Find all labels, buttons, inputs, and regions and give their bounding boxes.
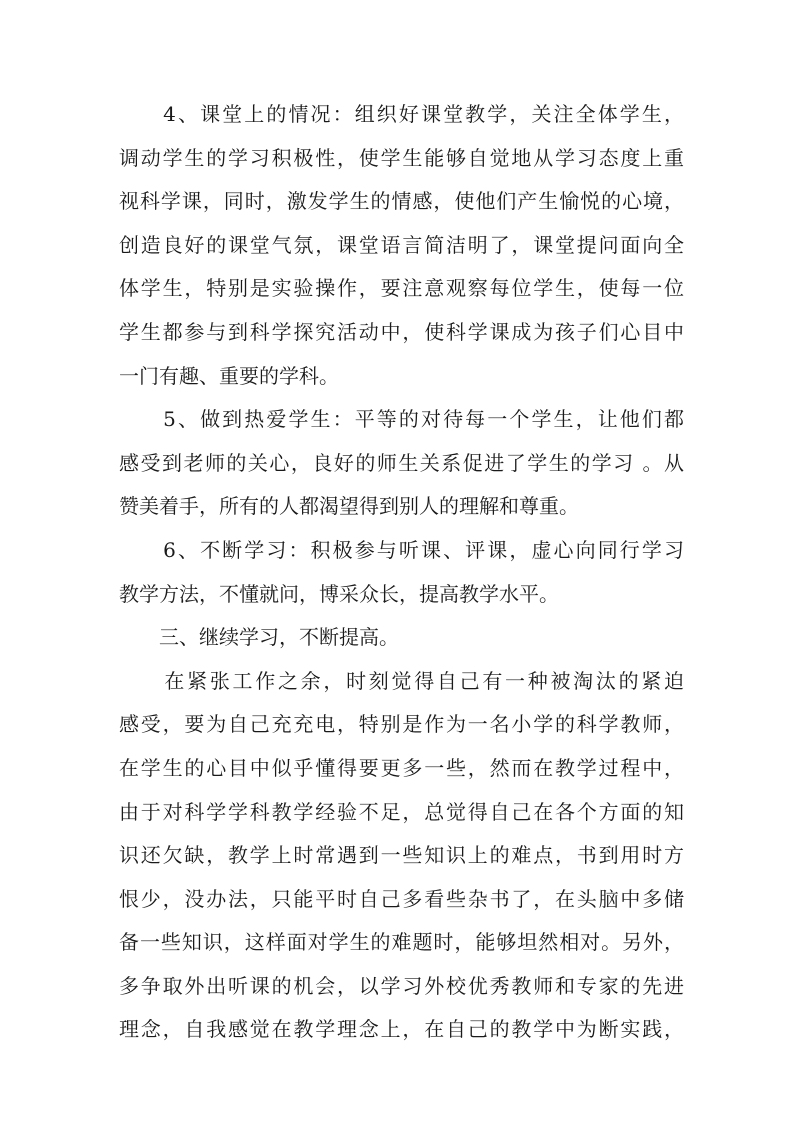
text-line: 三、继续学习，不断提高。 [119,625,399,650]
body-text [119,93,684,1052]
text-line: 感受到老师的关心，良好的师生关系促进了学生的学习 。从 [119,450,684,475]
text-line: 调动学生的学习积极性，使学生能够自觉地从学习态度上重 [119,145,684,170]
text-line: 多争取外出听课的机会，以学习外校优秀教师和专家的先进 [119,973,684,998]
text-line: 在学生的心目中似乎懂得要更多一些，然而在教学过程中， [119,755,684,780]
text-line: 备一些知识，这样面对学生的难题时，能够坦然相对。另外， [119,930,684,955]
text-line: 理念，自我感觉在教学理念上，在自己的教学中为断实践， [119,1017,684,1042]
text-line: 教学方法，不懂就问，博采众长，提高教学水平。 [119,581,559,606]
text-line: 6、不断学习：积极参与听课、评课，虚心向同行学习 [119,537,684,562]
text-line: 赞美着手，所有的人都渴望得到别人的理解和尊重。 [119,494,579,519]
text-line: 一门有趣、重要的学科。 [119,363,339,388]
text-line: 识还欠缺，教学上时常遇到一些知识上的难点，书到用时方 [119,843,684,868]
text-line: 在紧张工作之余，时刻觉得自己有一种被淘汰的紧迫 [119,668,684,693]
text-line: 视科学课，同时，激发学生的情感，使他们产生愉悦的心境， [119,189,684,214]
text-line: 感受，要为自己充充电，特别是作为一名小学的科学教师， [119,712,684,737]
text-line: 恨少，没办法，只能平时自己多看些杂书了，在头脑中多储 [119,886,684,911]
text-line: 学生都参与到科学探究活动中，使科学课成为孩子们心目中 [119,319,684,344]
text-line: 创造良好的课堂气氛，课堂语言简洁明了，课堂提问面向全 [119,232,684,257]
text-line: 由于对科学学科教学经验不足，总觉得自己在各个方面的知 [119,799,684,824]
text-line: 5、做到热爱学生：平等的对待每一个学生，让他们都 [119,407,684,432]
text-line: 4、课堂上的情况：组织好课堂教学，关注全体学生， [119,102,684,126]
text-line: 体学生，特别是实验操作，要注意观察每位学生，使每一位 [119,276,684,301]
